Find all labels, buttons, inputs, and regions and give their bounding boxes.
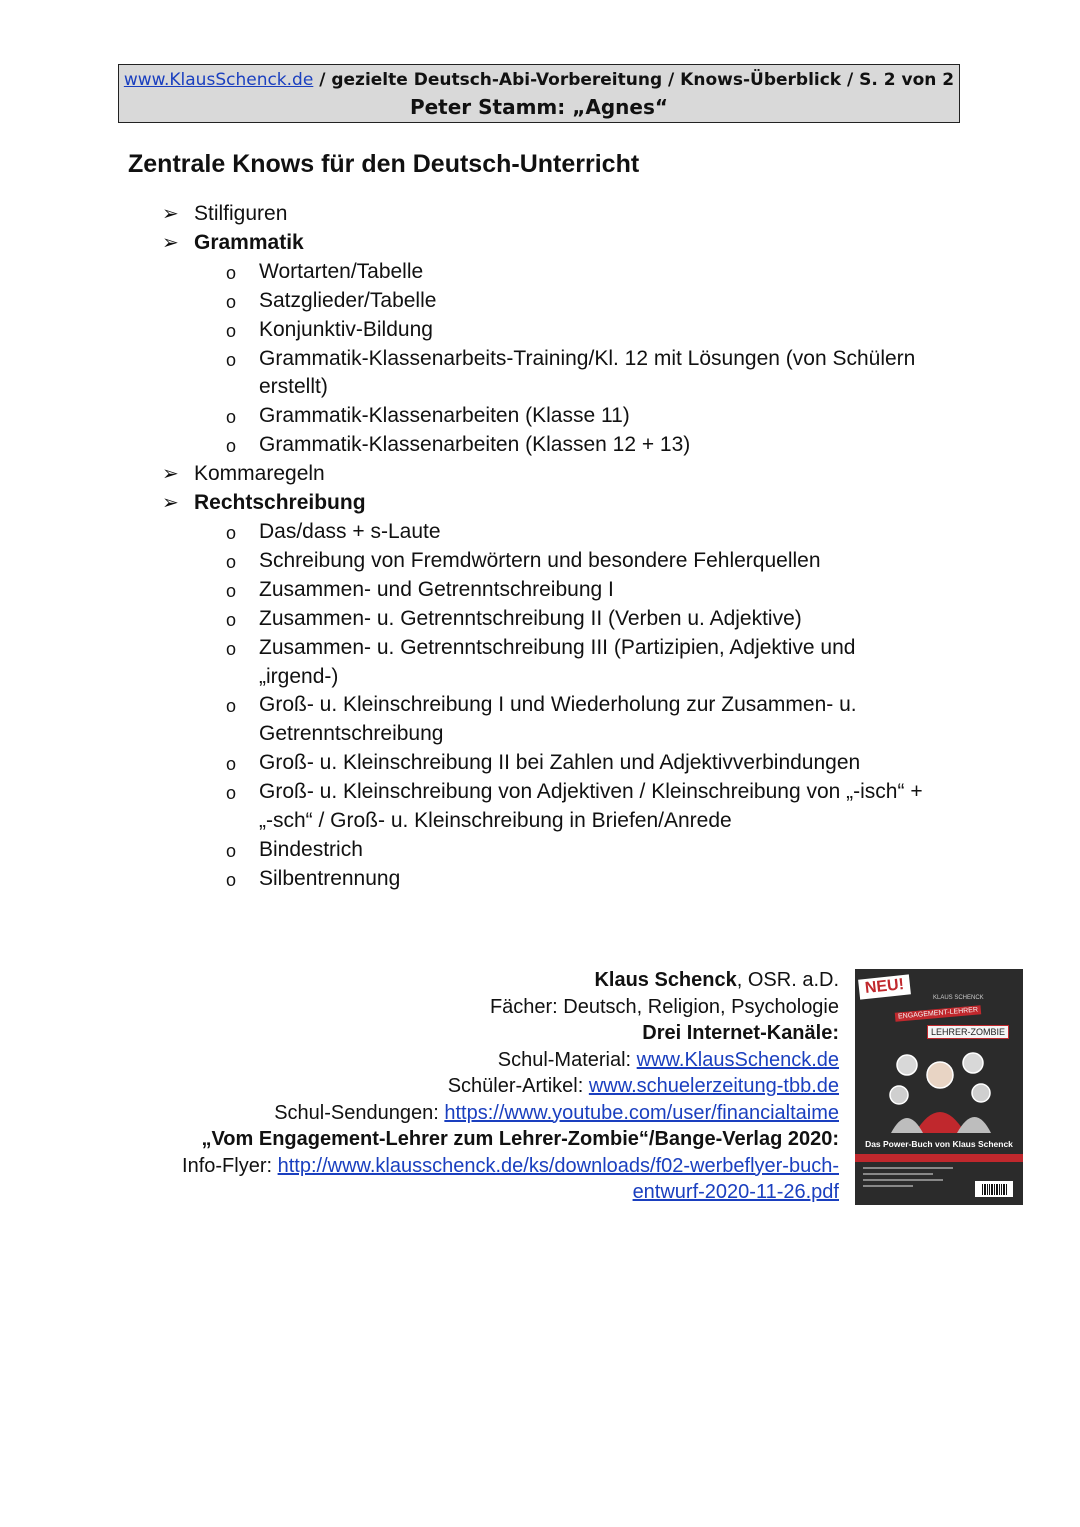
list-subitem: o Groß- u. Kleinschreibung I und Wiederholung zur Zusammen- u. <box>0 691 959 720</box>
list-subitem: o Bindestrich <box>0 836 959 865</box>
cover-tagline: Das Power-Buch von Klaus Schenck <box>865 1139 1013 1149</box>
knows-list <box>0 200 1080 894</box>
list-subitem: o Zusammen- u. Getrenntschreibung III (Partizipien, Adjektive und <box>0 634 959 663</box>
author-name: Klaus Schenck <box>594 969 737 991</box>
list-item-rechtschreibung: ➢ Rechtschreibung <box>0 489 1080 518</box>
list-subitem: o Das/dass + s-Laute <box>0 518 959 547</box>
author-name-line: Klaus Schenck, OSR. a.D. <box>594 969 839 991</box>
list-subitem: o Groß- u. Kleinschreibung von Adjektiven / Kleinschreibung von „-isch“ + <box>0 778 959 807</box>
header-website-link[interactable]: www.KlausSchenck.de <box>123 70 314 90</box>
arrow-bullet-icon: ➢ <box>162 492 179 515</box>
list-subitem: o Grammatik-Klassenarbeiten (Klasse 11) <box>0 402 959 431</box>
list-subitem: o Grammatik-Klassenarbeiten (Klassen 12 + 13) <box>0 431 959 460</box>
book-title: „Vom Engagement-Lehrer zum Lehrer-Zombie“/Bange-Verlag 2020: <box>201 1128 839 1150</box>
list-subitem-continuation: „irgend-) <box>259 664 339 688</box>
barcode-icon <box>975 1181 1013 1197</box>
cover-title-top: ENGAGEMENT-LEHRER <box>895 1005 982 1021</box>
list-subitem: o Zusammen- und Getrenntschreibung I <box>0 576 959 605</box>
list-item-grammatik: ➢ Grammatik <box>0 229 1080 258</box>
youtube-channel-link[interactable]: https://www.youtube.com/user/financialtaime <box>444 1101 839 1124</box>
list-subitem: o Silbentrennung <box>0 865 959 894</box>
header-line-1 <box>119 70 959 90</box>
student-articles-link[interactable]: www.schuelerzeitung-tbb.de <box>588 1075 839 1097</box>
cover-illustration-icon <box>885 1043 995 1133</box>
circle-bullet-icon: o <box>226 754 237 775</box>
list-subitem: o Schreibung von Fremdwörtern und besondere Fehlerquellen <box>0 547 959 576</box>
circle-bullet-icon: o <box>226 349 237 370</box>
channels-heading: Drei Internet-Kanäle: <box>642 1022 839 1044</box>
school-shows-line: Schul-Sendungen: https://www.youtube.com/user/financialtaime <box>274 1101 839 1124</box>
circle-bullet-icon: o <box>226 407 237 428</box>
school-material-link[interactable]: www.KlausSchenck.de <box>636 1048 839 1071</box>
list-subitem: o Konjunktiv-Bildung <box>0 316 959 345</box>
cover-fine-print <box>863 1167 963 1191</box>
circle-bullet-icon: o <box>226 840 237 861</box>
circle-bullet-icon: o <box>226 436 237 457</box>
list-subitem: o Satzglieder/Tabelle <box>0 287 959 316</box>
page-header <box>118 64 960 123</box>
cover-red-stripe <box>855 1154 1023 1162</box>
new-badge: NEU! <box>858 974 911 999</box>
arrow-bullet-icon: ➢ <box>162 463 179 486</box>
circle-bullet-icon: o <box>226 262 237 283</box>
arrow-bullet-icon: ➢ <box>162 231 179 254</box>
arrow-bullet-icon: ➢ <box>162 203 179 225</box>
circle-bullet-icon: o <box>226 783 237 804</box>
list-item-stilfiguren: ➢ Stilfiguren <box>0 200 1080 229</box>
list-subitem: o Zusammen- u. Getrenntschreibung II (Verben u. Adjektive) <box>0 605 959 634</box>
circle-bullet-icon: o <box>226 609 237 630</box>
header-document-title: Peter Stamm: „Agnes“ <box>409 95 669 119</box>
info-flyer-link-continued[interactable]: entwurf-2020-11-26.pdf <box>632 1181 839 1203</box>
page-title: Zentrale Knows für den Deutsch-Unterricht <box>128 150 640 178</box>
circle-bullet-icon: o <box>226 696 237 717</box>
author-footer <box>182 967 839 1206</box>
info-flyer-line-2 <box>182 1179 839 1206</box>
list-subitem-continuation: „-sch“ / Groß- u. Kleinschreibung in Briefen/Anrede <box>259 809 732 833</box>
info-flyer-link[interactable]: http://www.klausschenck.de/ks/downloads/f02-werbeflyer-buch- <box>277 1154 839 1177</box>
circle-bullet-icon: o <box>226 869 237 890</box>
list-subitem: o Wortarten/Tabelle <box>0 258 959 287</box>
circle-bullet-icon: o <box>226 320 237 341</box>
list-subitem: o Groß- u. Kleinschreibung II bei Zahlen und Adjektivverbindungen <box>0 749 959 778</box>
list-subitem: o Grammatik-Klassenarbeits-Training/Kl. 12 mit Lösungen (von Schülern <box>0 345 959 374</box>
list-subitem-continuation: erstellt) <box>259 375 328 399</box>
book-cover-image <box>855 969 1023 1205</box>
list-item-kommaregeln: ➢ Kommaregeln <box>0 460 1080 489</box>
list-subitem-continuation: Getrenntschreibung <box>259 722 444 746</box>
school-material-line: Schul-Material: www.KlausSchenck.de <box>497 1048 839 1071</box>
info-flyer-line: Info-Flyer: http://www.klausschenck.de/ks/downloads/f02-werbeflyer-buch- <box>182 1154 839 1177</box>
circle-bullet-icon: o <box>226 638 237 659</box>
cover-author: KLAUS SCHENCK <box>933 995 984 1001</box>
cover-title-bottom: LEHRER-ZOMBIE <box>927 1025 1009 1039</box>
circle-bullet-icon: o <box>226 522 237 543</box>
circle-bullet-icon: o <box>226 551 237 572</box>
circle-bullet-icon: o <box>226 291 237 312</box>
student-articles-line: Schüler-Artikel: www.schuelerzeitung-tbb.de <box>447 1075 839 1097</box>
header-breadcrumb: / gezielte Deutsch-Abi-Vorbereitung / Knows-Überblick / S. 2 von 2 <box>313 70 955 90</box>
circle-bullet-icon: o <box>226 580 237 601</box>
author-subjects: Fächer: Deutsch, Religion, Psychologie <box>489 995 839 1018</box>
